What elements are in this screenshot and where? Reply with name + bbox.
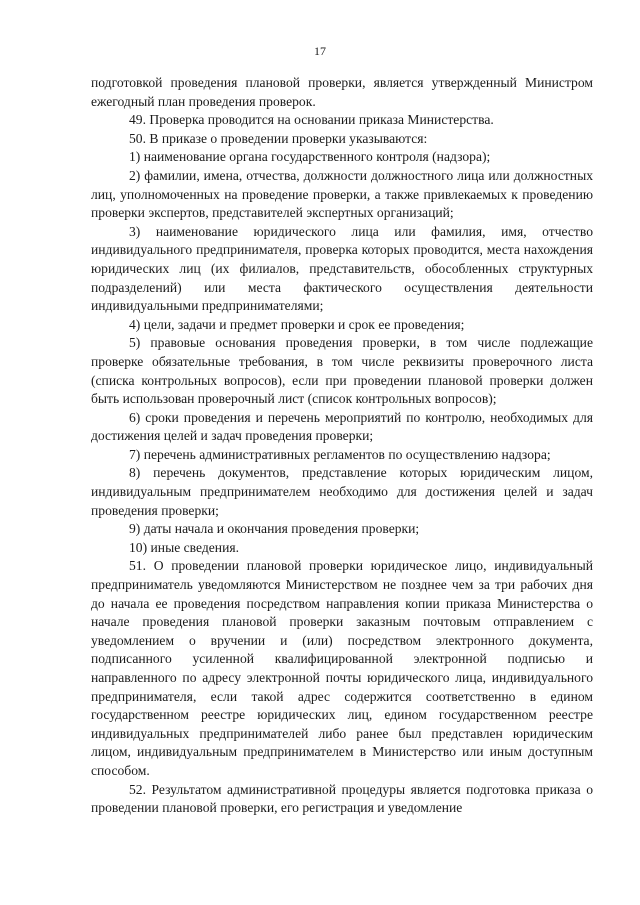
- paragraph-52: 52. Результатом административной процедуры является подготовка приказа о проведении плановой проверки, его регистрация и уведомление: [91, 781, 593, 816]
- list-item-7: 7) перечень административных регламентов по осуществлению надзора;: [129, 446, 551, 462]
- list-item-1: 1) наименование органа государственного контроля (надзора);: [129, 149, 491, 165]
- document-body: [91, 74, 593, 818]
- list-item-9: 9) даты начала и окончания проведения проверки;: [129, 521, 420, 537]
- list-item-5: 5) правовые основания проведения проверки, в том числе подлежащие проверке обязательные требования, в том числе реквизиты проверочного листа (списка контрольных вопросов), если при проведении плановой проверки должен быть использован проверочный лист (список контрольных вопросов);: [91, 335, 593, 407]
- paragraph-50: 50. В приказе о проведении проверки указываются:: [129, 130, 428, 146]
- paragraph-51: 51. О проведении плановой проверки юридическое лицо, индивидуальный предприниматель уведомляются Министерством не позднее чем за три рабочих дня до начала ее проведения посредством направления копии приказа Министерства о начале проведения плановой проверки заказным почтовым отправлением с уведомлением о вручении и (или) посредством электронного документа, подписанного усиленной квалифицированной электронной подписью и направленного по адресу электронной почты юридического лица, индивидуального предпринимателя, если такой адрес содержится соответственно в едином государственном реестре юридических лиц, едином государственном реестре индивидуальных предпринимателей либо ранее был представлен юридическим лицом, индивидуальным предпринимателем в Министерство или иным доступным способом.: [91, 558, 593, 778]
- list-item-2: 2) фамилии, имена, отчества, должности должностного лица или должностных лиц, уполномоченных на проведение проверки, а также привлекаемых к проведению проверки экспертов, представителей экспертных организаций;: [91, 167, 593, 221]
- paragraph-continuation: подготовкой проведения плановой проверки, является утвержденный Министром ежегодный план проведения проверок.: [91, 75, 593, 109]
- list-item-8: 8) перечень документов, представление которых юридическим лицом, индивидуальным предпринимателем необходимо для достижения целей и задач проведения проверки;: [91, 465, 593, 518]
- page-number: 17: [314, 44, 326, 58]
- paragraph-49: 49. Проверка проводится на основании приказа Министерства.: [129, 112, 494, 128]
- list-item-4: 4) цели, задачи и предмет проверки и срок ее проведения;: [129, 316, 465, 332]
- list-item-3: 3) наименование юридического лица или фамилия, имя, отчество индивидуального предпринимателя, проверка которых проводится, места нахождения юридических лиц (их филиалов, представительств, обособленных структурных подразделений) или места фактического осуществления деятельности индивидуальными предпринимателями;: [91, 223, 593, 314]
- list-item-10: 10) иные сведения.: [129, 539, 240, 555]
- list-item-6: 6) сроки проведения и перечень мероприятий по контролю, необходимых для достижения целей и задач проведения проверки;: [91, 409, 593, 444]
